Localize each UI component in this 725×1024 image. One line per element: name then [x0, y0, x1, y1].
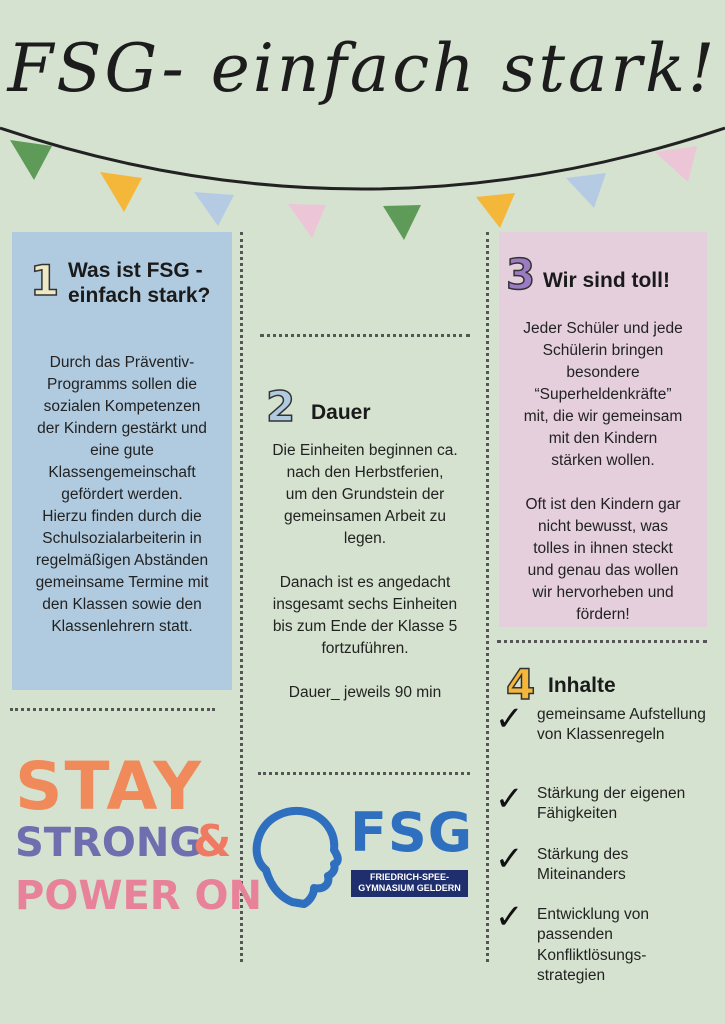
text-line [244, 660, 486, 682]
checkmark-icon: ✓ [495, 840, 524, 878]
text-line: sozialen Kompetenzen [43, 398, 201, 415]
slogan-power-on: POWER ON [15, 873, 262, 919]
text-line [244, 550, 486, 572]
divider [10, 708, 215, 711]
text-line: Klassenlehrern statt. [51, 618, 193, 635]
section4-number: 4 [506, 660, 536, 709]
text-line: besondere [566, 364, 640, 381]
text-line: Programms sollen die [47, 376, 197, 393]
text-line: gemeinsamen Arbeit zu [284, 508, 446, 525]
checkmark-icon: ✓ [495, 898, 524, 936]
head-profile-icon [248, 800, 348, 910]
text-line: gemeinsame Termine mit [35, 574, 209, 591]
text-line [502, 472, 704, 494]
list-item: gemeinsame Aufstellung von Klassenregeln [537, 706, 706, 744]
text-line: Danach ist es angedacht [279, 574, 451, 591]
text-line: Die Einheiten beginnen ca. [272, 442, 458, 459]
list-item: Stärkung der eigenen Fähigkeiten [537, 785, 686, 823]
text-line: legen. [343, 530, 387, 547]
list-item: Stärkung des Miteinanders [537, 846, 629, 884]
text-line: bis zum Ende der Klasse 5 [272, 618, 458, 635]
slogan-strong: STRONG [15, 820, 203, 866]
section2-number: 2 [266, 382, 296, 431]
checkmark-icon: ✓ [495, 700, 524, 738]
divider [240, 232, 243, 962]
logo-text: FSG [350, 801, 474, 864]
divider [497, 640, 707, 643]
section2-text [244, 440, 486, 704]
text-line: Dauer_ jeweils 90 min [288, 684, 442, 701]
text-line: Jeder Schüler und jede [523, 320, 683, 337]
section2-heading: Dauer [311, 401, 371, 424]
text-line: regelmäßigen Abständen [35, 552, 209, 569]
stay-strong-artwork [15, 748, 262, 923]
text-line: mit, die wir gemeinsam [523, 408, 683, 425]
section3-heading: Wir sind toll! [543, 269, 670, 292]
divider [258, 772, 470, 775]
logo-subtitle: FRIEDRICH-SPEE- GYMNASIUM GELDERN [351, 870, 468, 897]
text-line: “Superheldenkräfte” [534, 386, 672, 403]
poster-title: FSG- einfach stark! [7, 30, 718, 107]
text-line: gefördert werden. [61, 486, 183, 503]
slogan-stay: STAY [15, 748, 203, 825]
text-line: tolles in ihnen steckt [533, 540, 673, 557]
text-line: um den Grundstein der [285, 486, 445, 503]
section1-text [16, 352, 228, 638]
text-line: Oft ist den Kindern gar [525, 496, 681, 513]
slogan-ampersand: & [193, 816, 232, 867]
text-line: Hierzu finden durch die [42, 508, 202, 525]
text-line: Durch das Präventiv- [49, 354, 195, 371]
section4-heading: Inhalte [548, 674, 616, 697]
text-line: und genau das wollen [527, 562, 679, 579]
divider [260, 334, 470, 337]
list-item: Entwicklung von passenden Konfliktlösungs-strategien [537, 906, 650, 985]
section3-text [502, 318, 704, 626]
text-line: stärken wollen. [551, 452, 655, 469]
text-line: mit den Kindern [548, 430, 658, 447]
checkmark-icon: ✓ [495, 780, 524, 818]
section3-number: 3 [506, 250, 536, 299]
fsg-logo [248, 800, 478, 910]
section1-heading: Was ist FSG - einfach stark? [68, 259, 211, 308]
text-line: fördern! [576, 606, 630, 623]
text-line: Schülerin bringen [542, 342, 664, 359]
text-line: der Kindern gestärkt und [37, 420, 207, 437]
text-line: den Klassen sowie den [42, 596, 202, 613]
text-line: Schulsozialarbeiterin in [42, 530, 202, 547]
divider [486, 232, 489, 962]
text-line: nach den Herbstferien, [286, 464, 444, 481]
section1-number: 1 [30, 256, 60, 305]
text-line: Klassengemeinschaft [48, 464, 196, 481]
bunting-decoration [0, 100, 725, 250]
text-line: eine gute [90, 442, 154, 459]
text-line: fortzuführen. [321, 640, 409, 657]
text-line: nicht bewusst, was [537, 518, 669, 535]
text-line: wir hervorheben und [532, 584, 674, 601]
text-line: insgesamt sechs Einheiten [272, 596, 458, 613]
